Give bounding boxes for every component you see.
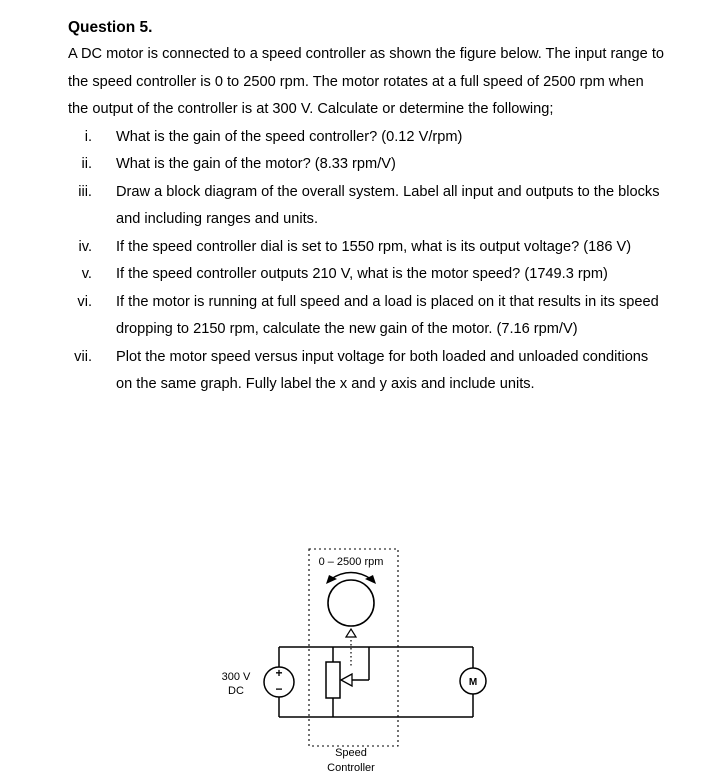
- source-minus: −: [275, 682, 283, 696]
- sub-question-number: vi.: [77, 293, 92, 310]
- sub-question-text: If the motor is running at full speed and a load is placed on it that results in its speed dropping to 2150 rpm, calculate the new gain of the motor. (7.16 rpm/V): [116, 293, 659, 337]
- sub-question-number: vii.: [74, 348, 92, 365]
- speed-dial-knob: [328, 580, 374, 626]
- controller-label-line2: Controller: [327, 762, 375, 774]
- sub-question-text: Plot the motor speed versus input voltage for both loaded and unloaded conditions on the same graph. Fully label the x and y axis and include units.: [116, 348, 649, 392]
- potentiometer: [326, 662, 340, 698]
- sub-question-text: If the speed controller dial is set to 1550 rpm, what is its output voltage? (186 V): [116, 238, 632, 255]
- question-intro: A DC motor is connected to a speed controller as shown the figure below. The input range to the speed controller is 0 to 2500 rpm. The motor rotates at a full speed of 2500 rpm when the output of the controller is at 300 V. Calculate or determine the following;: [68, 46, 664, 117]
- sub-question-text: What is the gain of the motor? (8.33 rpm/V): [116, 156, 396, 172]
- source-type-label: DC: [228, 685, 244, 697]
- sub-question-text: If the speed controller outputs 210 V, what is the motor speed? (1749.3 rpm): [116, 266, 608, 282]
- sub-question-number: iv.: [78, 238, 92, 255]
- dial-arc: [331, 573, 371, 580]
- controller-label-line1: Speed: [335, 747, 367, 759]
- wiper-arrow-icon: [341, 674, 352, 686]
- sub-question-text: What is the gain of the speed controller? (0.12 V/rpm): [116, 128, 463, 145]
- sub-question-text: Draw a block diagram of the overall system. Label all input and outputs to the blocks and including ranges and units.: [116, 183, 660, 227]
- dial-range-label: 0 – 2500 rpm: [318, 556, 384, 568]
- dial-pointer-icon: [346, 629, 356, 637]
- source-voltage-label: 300 V: [221, 671, 251, 683]
- sub-question-number: ii.: [81, 156, 92, 172]
- motor-label: M: [468, 677, 478, 688]
- sub-question-number: iii.: [78, 183, 92, 200]
- sub-question-number: i.: [84, 128, 92, 145]
- source-plus: +: [275, 666, 283, 680]
- sub-question-number: v.: [81, 266, 92, 282]
- question-title: Question 5.: [68, 19, 153, 36]
